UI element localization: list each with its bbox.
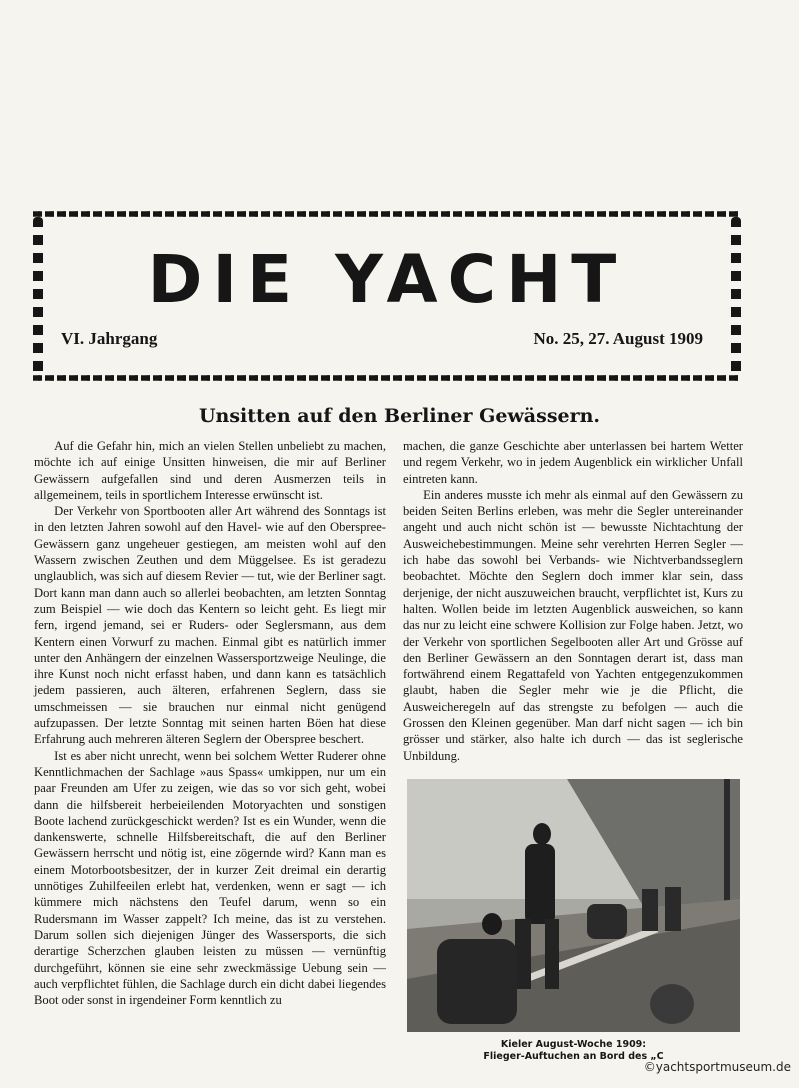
watermark: ©yachtsportmuseum.de	[643, 1060, 791, 1074]
article-column-right	[403, 438, 743, 764]
photo-illustration	[407, 779, 740, 1032]
caption-line: Flieger-Auftuchen an Bord des „C	[483, 1051, 664, 1062]
article-column-left	[34, 438, 386, 1008]
masthead-title: DIE YACHT	[147, 241, 627, 318]
caption-line: Kieler August-Woche 1909:	[500, 1039, 647, 1050]
ornamental-border-bottom	[33, 371, 741, 385]
paragraph: machen, die ganze Geschichte aber unterlassen bei hartem Wetter und regem Verkehr, wo in jedem Augenblick ein wirklicher Unfall eintreten kann.	[403, 439, 743, 486]
masthead	[33, 207, 741, 385]
ornamental-border-top	[33, 207, 741, 221]
paragraph: Der Verkehr von Sportbooten aller Art während des Sonntags ist in den letzten Jahren sowohl auf den Havel- wie auf den Oberspree-Gewässern ganz ungeheuer gestiegen, am meisten wohl auf den Wassern zwischen Zeuthen und dem Müggelsee. Es ist geradezu unglaublich, was sich auf diesem Revier — tut, wie der Berliner sagt. Dort kann man dann auch so allerlei beobachten, am letzten Sonntag zum Beispiel — wie doch das Kentern so leicht geht. Es liegt mir fern, irgend jemand, sei er Ruders- oder Seglersmann, aus dem Kentern einen Vorwurf zu machen. Einmal gibt es natürlich immer unter den Anhängern der einzelnen Wassersportzweige Neulinge, die ihre Kunst noch nicht erfasst haben, und dann kann es tatsächlich jedem passieren, auch älteren, erfahrenen Seglern, dass sie umschmeissen — sie brauchen nur einmal nicht genügend aufzupassen. Der letzte Sonntag mit seinen harten Böen hat diese Erfahrung auch mehreren älteren Seglern der Oberspree beschert.	[34, 504, 386, 747]
article-headline: Unsitten auf den Berliner Gewässern.	[198, 405, 601, 427]
issue-label: No. 25, 27. August 1909	[533, 329, 703, 348]
photo-sailors-on-deck	[407, 779, 740, 1032]
paragraph: Ist es aber nicht unrecht, wenn bei solchem Wetter Ruderer ohne Kenntlichmachen der Sachlage »aus Spass« umkippen, nur um ein paar Freunden am Ufer zu zeigen, wie das so vor sich geht, wobei dann die hilfsbereit herbeieilenden Motoryachten und sonstigen Boote lachend zurückgeschickt werden? Ist es ein Wunder, wenn die dankenswerte, schnelle Hilfsbereitschaft, die auf den Berliner Gewässern herrscht und nötig ist, eine zögernde wird? Kann man es einem Motorbootsbesitzer, der in kurzer Zeit dreimal ein derartig unnötiges Zuhilfeeilen erlebt hat, verdenken, wenn er sagt — ich kümmere mich nächstens den Teufel darum, wenn so ein Rudersmann im Wasser zappelt? Ich meine, das ist zu verstehen. Darum sollen sich diejenigen Jünger des Wassersports, die sich derartige Scherzchen glauben leisten zu müssen — vernünftig durchgeführt, können sie eine sehr zweckmässige Uebung sein — auch verpflichtet fühlen, die Sachlage durch ein dicht dabei liegendes Boot oder sonst in irgendeiner Form kenntlich zu	[34, 748, 386, 1008]
volume-label: VI. Jahrgang	[61, 329, 158, 348]
paragraph: Auf die Gefahr hin, mich an vielen Stellen unbeliebt zu machen, möchte ich auf einige Unsitten hinweisen, die mir auf Berliner Gewässern aufgefallen sind und deren Ausmerzen teils in allgemeinem, teils in sportlichem Interesse erwünscht ist.	[34, 439, 386, 502]
paragraph: Ein anderes musste ich mehr als einmal auf den Gewässern zu beiden Seiten Berlins erleben, was mehr die Segler untereinander angeht und auch nicht schön ist — bewusste Nichtachtung der Ausweichebestimmungen. Meine sehr verehrten Herren Segler — ich habe das sowohl bei Verbands- wie Nichtverbandsseglern beobachtet. Möchte den Seglern doch immer klar sein, dass derjenige, der nicht auszuweichen braucht, verpflichtet ist, Kurs zu halten. Wollen beide im letzten Augenblick ausweichen, so kann das nur zu leicht eine schwere Kollision zur Folge haben. Jetzt, wo der Verkehr von sportlichen Segelbooten aller Art und Grösse auf den Berliner Gewässern an den Sonntagen derart ist, dass man fortwährend einem Regattafeld von Yachten entgegenzukommen glaubt, haben die Segler mehr wie je die Pflicht, die Ausweicheregeln auf das strengste zu befolgen — auch die Grossen den Kleinen gegenüber. Man darf nicht sagen — ich bin grösser und stärker, also halte ich durch — das ist seglerische Unbildung.	[403, 487, 743, 763]
